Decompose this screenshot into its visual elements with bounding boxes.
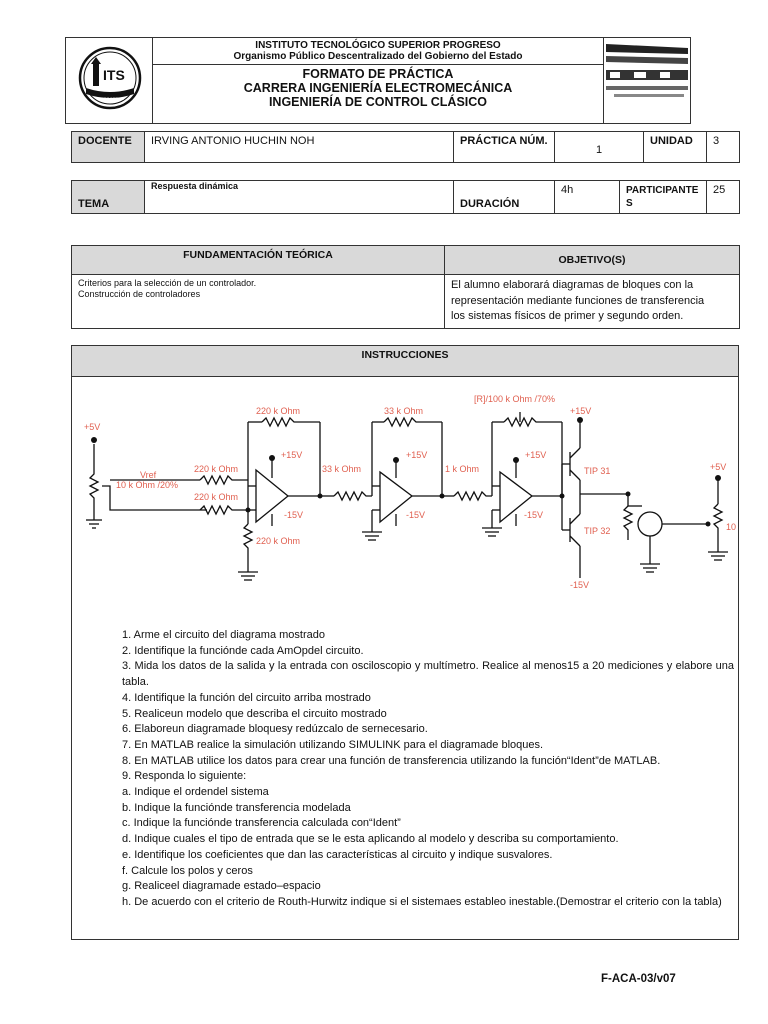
practica-label: PRÁCTICA NÚM. [454,132,555,163]
document-header [65,37,691,124]
participantes-label [620,181,707,214]
format-title: FORMATO DE PRÁCTICA [302,67,454,81]
instruction-step: h. De acuerdo con el criterio de Routh-Hurwitz indique si el sistemaes estableo inestable.(Demostrar el criterio con la tabla) [122,895,722,908]
docente-label: DOCENTE [72,132,145,163]
institute-name: INSTITUTO TECNOLÓGICO SUPERIOR PROGRESO [255,40,501,51]
format-cell [153,65,604,124]
instruction-step: 5. Realiceun modelo que describa el circuito mostrado [122,707,387,720]
practica-value: 1 [555,132,644,163]
theory-line: Criterios para la selección de un controlador. [78,278,257,288]
r-in1-label: 220 k Ohm [194,464,239,474]
participantes-label-line1: PARTICIPANTE [626,185,699,196]
subject-title: INGENIERÍA DE CONTROL CLÁSICO [268,95,488,109]
topic-row [71,180,740,214]
unidad-value: 3 [707,132,740,163]
instruction-step: 1. Arme el circuito del diagrama mostrado [122,629,325,641]
plus15-label: +15V [406,450,428,460]
supply-5v-right-label: +5V [710,462,727,472]
tema-label: TEMA [72,181,145,214]
teacher-row [71,131,740,163]
r-s2-label: 33 k Ohm [322,464,362,474]
instruction-step: 2. Identifique la funciónde cada AmOpdel circuito. [122,644,364,657]
circuit-diagram [72,382,738,627]
r-s3-label: 1 k Ohm [445,464,480,474]
minus15-label: -15V [284,510,304,520]
instructions-heading: INSTRUCCIONES [72,346,738,377]
objective-line: representación mediante funciones de transferencia [451,294,705,307]
instruction-step: d. Indique cuales el tipo de entrada que se le esta aplicando al modelo y describa su comportamiento. [122,833,619,846]
instruction-step: c. Indique la funciónde transferencia calculada con“Ident” [122,817,401,830]
logo-text: ITS [103,67,125,83]
institute-cell [153,38,604,65]
instruction-step: b. Indique la funciónde transferencia modelada [122,801,351,814]
participantes-label-line2: S [626,198,633,209]
institute-organism: Organismo Público Descentralizado del Gobierno del Estado [233,51,523,62]
instruction-step: g. Realiceel diagramade estado–espacio [122,880,321,893]
pot-right-label: 10 [726,522,737,532]
r-fb3-label: [R]/100 k Ohm /70% [474,394,556,404]
instruction-step: 3. Mida los datos de la salida y la entrada con osciloscopio y multímetro. Realice al menos15 a 20 mediciones y elabore una tabla. [122,660,734,689]
instruction-steps [122,628,734,911]
duracion-value: 4h [555,181,620,214]
r-fb2-label: 33 k Ohm [384,406,424,416]
objective-body [445,275,740,329]
theory-body [72,275,445,329]
unidad-label: UNIDAD [644,132,707,163]
duracion-label: DURACIÓN [454,181,555,214]
career-title: CARRERA INGENIERÍA ELECTROMECÁNICA [243,81,513,95]
r-gnd1-label: 220 k Ohm [256,536,301,546]
vref-pot-label: 10 k Ohm /20% [116,480,179,490]
form-code: F-ACA-03/v07 [601,973,676,985]
tema-value: Respuesta dinámica [145,181,454,214]
instruction-step: 8. En MATLAB utilice los datos para crear una función de transferencia utilizando la función“Ident”de MATLAB. [122,754,661,767]
participantes-value: 25 [707,181,740,214]
instruction-step: 6. Elaboreun diagramade bloquesy redúzcalo de sernecesario. [122,723,428,736]
docente-value: IRVING ANTONIO HUCHIN NOH [145,132,454,163]
logo-subtext: PROGRESO [101,96,125,101]
instruction-step: 9. Responda lo siguiente: [122,770,247,783]
instructions-section [71,345,739,940]
r-fb1-label: 220 k Ohm [256,406,301,416]
vref-label: Vref [140,470,157,480]
plus15-label: +15V [570,406,592,416]
minus15-label: -15V [570,580,590,590]
seb-logo [604,38,690,118]
tip32-label: TIP 32 [584,526,611,536]
plus15-label: +15V [525,450,547,460]
tip31-label: TIP 31 [584,466,611,476]
instruction-step: f. Calcule los polos y ceros [122,864,253,877]
supply-5v-label: +5V [84,422,101,432]
secondary-logo-cell [604,38,691,124]
theory-objective-table [71,245,740,329]
its-logo [66,38,152,118]
institute-logo-cell [66,38,153,124]
instruction-step: e. Identifique los coeficientes que dan las características al circuito y indique susvalores. [122,848,553,861]
instruction-step: 4. Identifique la función del circuito arriba mostrado [122,691,371,704]
objective-line: los sistemas físicos de primer y segundo orden. [451,310,684,322]
theory-heading: FUNDAMENTACIÓN TEÓRICA [72,246,445,275]
r-in2-label: 220 k Ohm [194,492,239,502]
minus15-label: -15V [406,510,426,520]
theory-line: Construcción de controladores [78,289,201,299]
plus15-label: +15V [281,450,303,460]
objective-line: El alumno elaborará diagramas de bloques con la [451,279,694,291]
instruction-step: a. Indique el ordendel sistema [122,786,269,799]
instruction-step: 7. En MATLAB realice la simulación utilizando SIMULINK para el diagramade bloques. [122,738,544,751]
minus15-label: -15V [524,510,544,520]
objective-heading: OBJETIVO(S) [445,246,740,275]
